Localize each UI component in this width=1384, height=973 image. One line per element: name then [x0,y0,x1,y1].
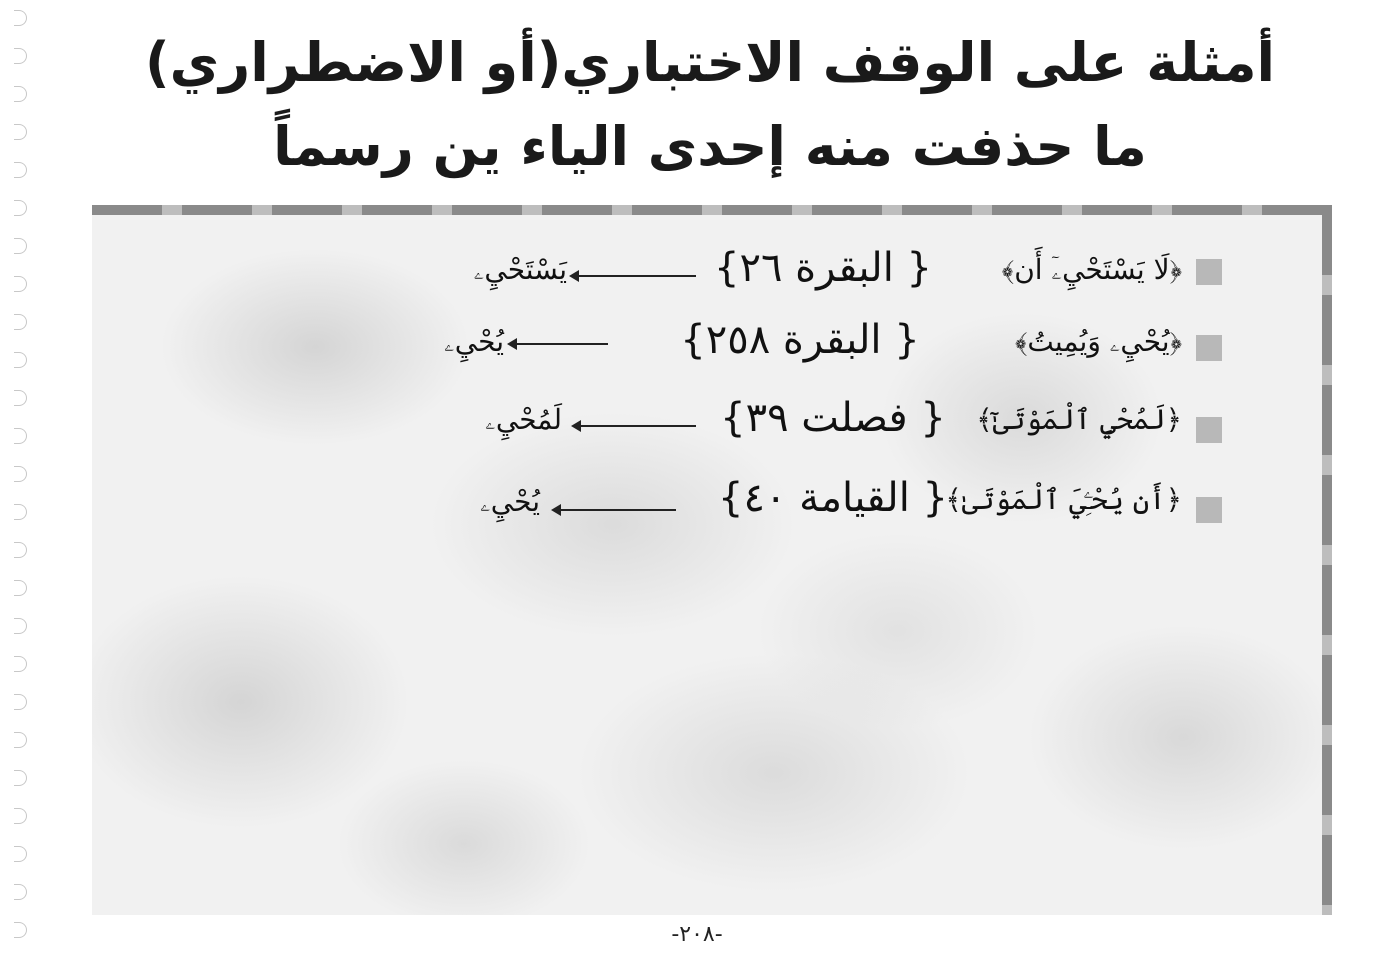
quran-verse: ﴿يُحْيِۦ وَيُمِيتُ﴾ [1015,325,1182,358]
arrow-left-icon [560,509,676,511]
slide-panel [92,205,1332,915]
quran-verse: ﴿لَمُحْيِ ٱلْمَوْتَىٰٓ﴾ [976,403,1182,436]
example-row-1 [92,245,1322,305]
slide-frame-right [1322,205,1332,915]
final-word: يَسْتَحْيِۦ [473,253,567,286]
page-number: -٢٠٨- [671,922,723,947]
bullet-icon [1196,259,1222,285]
surah-reference: { البقرة ٢٦} [714,245,932,291]
example-row-2 [92,317,1322,377]
spiral-binding [6,0,32,973]
arrow-left-icon [578,275,696,277]
final-word: لَمُحْيِۦ [485,403,562,436]
quran-verse: ﴿لَا يَسْتَحْيِۦٓ أَن﴾ [1001,253,1182,286]
bullet-icon [1196,497,1222,523]
final-word: يُحْيِۦ [444,325,504,358]
final-word: يُحْيِۦ [480,485,540,518]
bullet-icon [1196,335,1222,361]
example-row-4 [92,475,1322,535]
example-row-3 [92,395,1322,455]
bullet-icon [1196,417,1222,443]
quran-verse: ﴿أَن يُحْـِۧيَ ٱلْمَوْتَىٰ﴾ [945,483,1182,516]
page-subtitle: ما حذفت منه إحدى الياء ين رسماً [273,115,1147,178]
slide-frame-top [92,205,1332,215]
surah-reference: { البقرة ٢٥٨} [680,317,920,363]
surah-reference: { القيامة ٤٠} [718,475,948,521]
page-title: أمثلة على الوقف الاختباري(أو الاضطراري) [144,31,1276,94]
arrow-left-icon [580,425,696,427]
surah-reference: { فصلت ٣٩} [720,395,946,441]
arrow-left-icon [516,343,608,345]
